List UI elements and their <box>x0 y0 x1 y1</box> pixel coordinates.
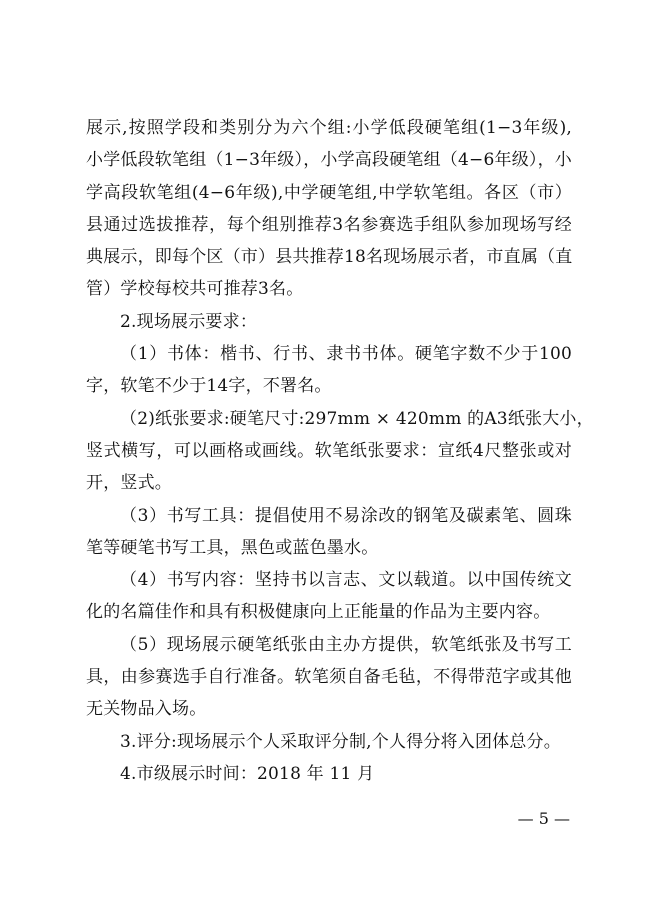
paragraph-line: 化的名篇佳作和具有积极健康向上正能量的作品为主要内容。 <box>86 602 551 623</box>
paragraph-line: 字，软笔不少于14字，不署名。 <box>86 376 332 397</box>
paragraph-line: （4）书写内容：坚持书以言志、文以载道。以中国传统文 <box>120 570 572 591</box>
section-heading: 3.评分:现场展示个人采取评分制,个人得分将入团体总分。 <box>120 731 561 752</box>
paragraph-line: （2)纸张要求:硬笔尺寸:297mm × 420mm 的A3纸张大小， <box>120 408 594 429</box>
paragraph-line: （3）书写工具：提倡使用不易涂改的钢笔及碳素笔、圆珠 <box>120 505 572 526</box>
paragraph-line: （1）书体：楷书、行书、隶书书体。硬笔字数不少于100 <box>120 344 572 365</box>
paragraph-line: 学高段软笔组(4−6年级),中学硬笔组,中学软笔组。各区（市） <box>86 182 572 203</box>
paragraph-line: 开，竖式。 <box>86 473 172 494</box>
paragraph-line: 管）学校每校共可推荐3名。 <box>86 279 304 300</box>
paragraph-line: 展示,按照学段和类别分为六个组:小学低段硬笔组(1−3年级), <box>86 118 572 138</box>
paragraph-line: 无关物品入场。 <box>86 699 207 720</box>
document-body <box>86 112 594 790</box>
paragraph-line: 竖式横写，可以画格或画线。软笔纸张要求：宣纸4尺整张或对 <box>86 440 572 461</box>
section-heading: 2.现场展示要求： <box>120 311 258 332</box>
page-number: — 5 — <box>517 809 570 828</box>
paragraph-line: （5）现场展示硬笔纸张由主办方提供，软笔纸张及书写工 <box>120 634 572 655</box>
paragraph-line: 县通过选拔推荐，每个组别推荐3名参赛选手组队参加现场写经 <box>86 214 572 235</box>
paragraph-line: 典展示，即每个区（市）县共推荐18名现场展示者，市直属（直 <box>86 247 573 268</box>
paragraph-line: 小学低段软笔组（1−3年级），小学高段硬笔组（4−6年级），小 <box>86 150 572 171</box>
paragraph-line: 笔等硬笔书写工具，黑色或蓝色墨水。 <box>86 537 379 558</box>
paragraph-line: 具，由参赛选手自行准备。软笔须自备毛毡，不得带范字或其他 <box>86 667 572 688</box>
section-heading: 4.市级展示时间：2018 年 11 月 <box>120 763 375 784</box>
